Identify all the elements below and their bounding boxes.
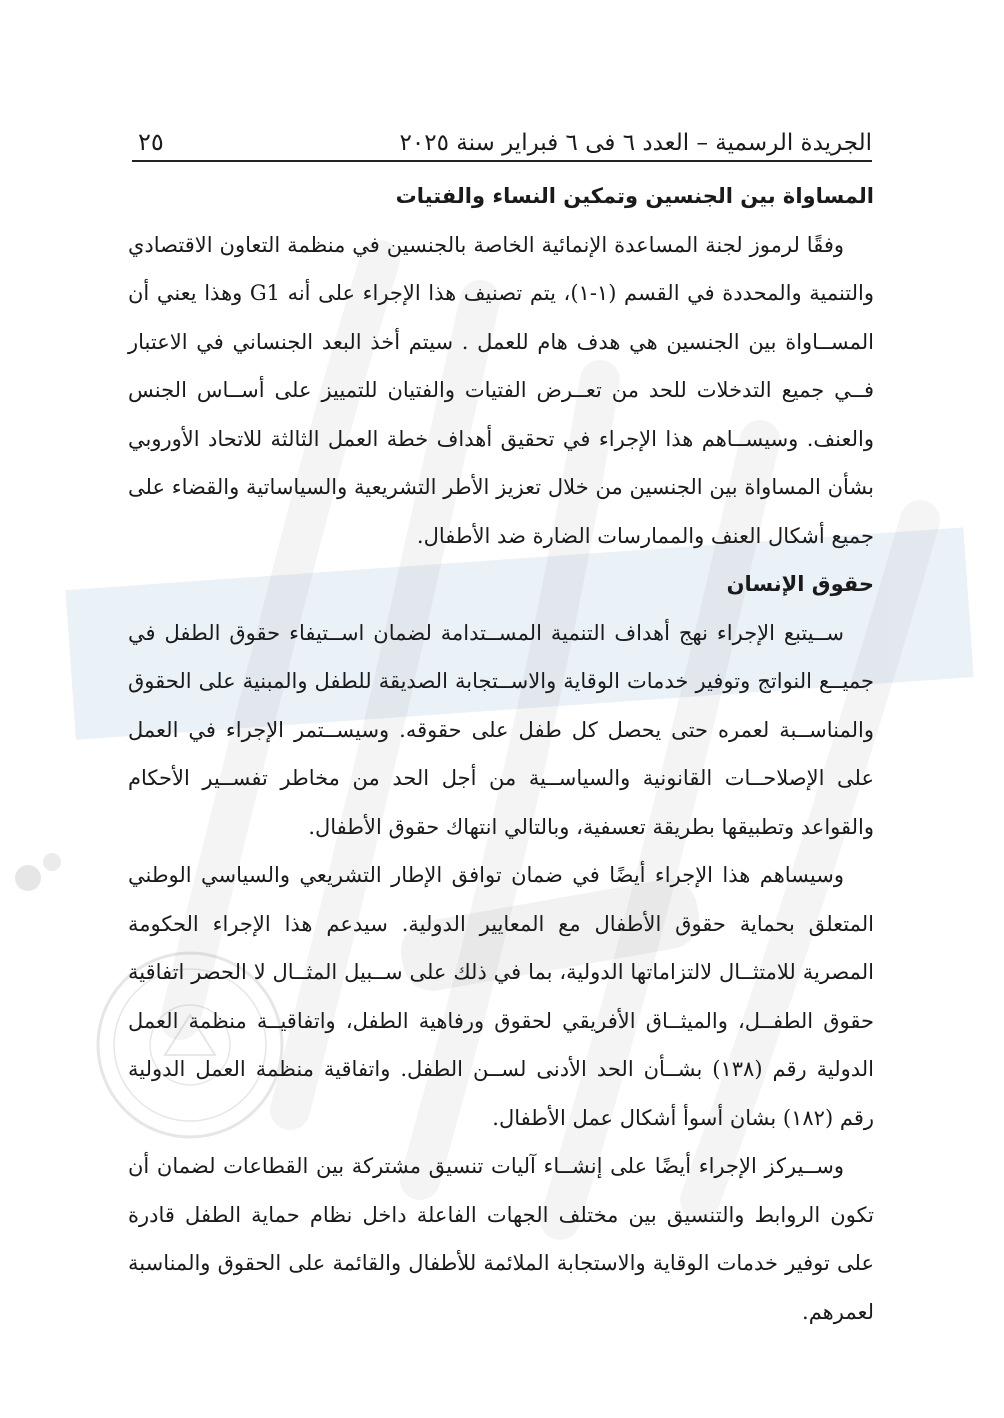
paragraph-child-rights: ســيتبع الإجراء نهج أهداف التنمية المســتدامة لضمان اســتيفاء حقوق الطفل في جميــع النواتج وتوفير خدمات الوقاية والاســتجابة الصديقة للطفل والمبنية على الحقوق والمناســبة لعمره حتى يحصل كل طفل على حقوقه. وسيســتمر الإجراء في العمل على الإصلاحــات القانونية والسياســية من أجل الحد من مخاطر تفســير الأحكام والقواعد وتطبيقها بطريقة تعسفية، وبالتالي انتهاك حقوق الأطفال.: [128, 620, 874, 839]
page-number: ٢٥: [138, 128, 164, 156]
section-heading-gender-equality: المساواة بين الجنسين وتمكين النساء والفتيات: [395, 184, 874, 208]
paragraph-gender-equality: وفقًا لرموز لجنة المساعدة الإنمائية الخاصة بالجنسين في منظمة التعاون الاقتصادي والتنمية والمحددة في القسم (١-١)، يتم تصنيف هذا الإجراء على أنه G1 وهذا يعني أن المســاواة بين الجنسين هي هدف هام للعمل . سيتم أخذ البعد الجنساني في الاعتبار فــي جميع التدخلات للحد من تعــرض الفتيات والفتيان للتمييز على أســاس الجنس والعنف. وسيســاهم هذا الإجراء في تحقيق أهداف خطة العمل الثالثة للاتحاد الأوروبي بشأن المساواة بين الجنسين من خلال تعزيز الأطر التشريعية والسياساتية والقضاء على جميع أشكال العنف والممارسات الضارة ضد الأطفال.: [128, 232, 875, 548]
paragraph-coordination: وســيركز الإجراء أيضًا على إنشــاء آليات تنسيق مشتركة بين القطاعات لضمان أن تكون الروابط والتنسيق بين مختلف الجهات الفاعلة داخل نظام حماية الطفل قادرة على توفير خدمات الوقاية والاستجابة الملائمة للأطفال والقائمة على الحقوق والمناسبة لعمرهم.: [128, 1154, 874, 1324]
page-header: [132, 112, 872, 162]
gazette-title: الجريدة الرسمية – العدد ٦ فى ٦ فبراير سنة ٢٠٢٥: [399, 130, 872, 156]
document-body: [128, 172, 874, 1336]
section-heading-human-rights: حقوق الإنسان: [726, 572, 874, 596]
paragraph-legal-framework: وسيساهم هذا الإجراء أيضًا في ضمان توافق الإطار التشريعي والسياسي الوطني المتعلق بحماية حقوق الأطفال مع المعايير الدولية. سيدعم هذا الإجراء الحكومة المصرية للامتثــال لالتزاماتها الدولية، بما في ذلك على ســبيل المثــال لا الحصر اتفاقية حقوق الطفــل، والميثــاق الأفريقي لحقوق ورفاهية الطفل، واتفاقيــة منظمة العمل الدولية رقم (١٣٨) بشــأن الحد الأدنى لســن الطفل. واتفاقية منظمة العمل الدولية رقم (١٨٢) بشان أسوأ أشكال عمل الأطفال.: [128, 863, 874, 1130]
